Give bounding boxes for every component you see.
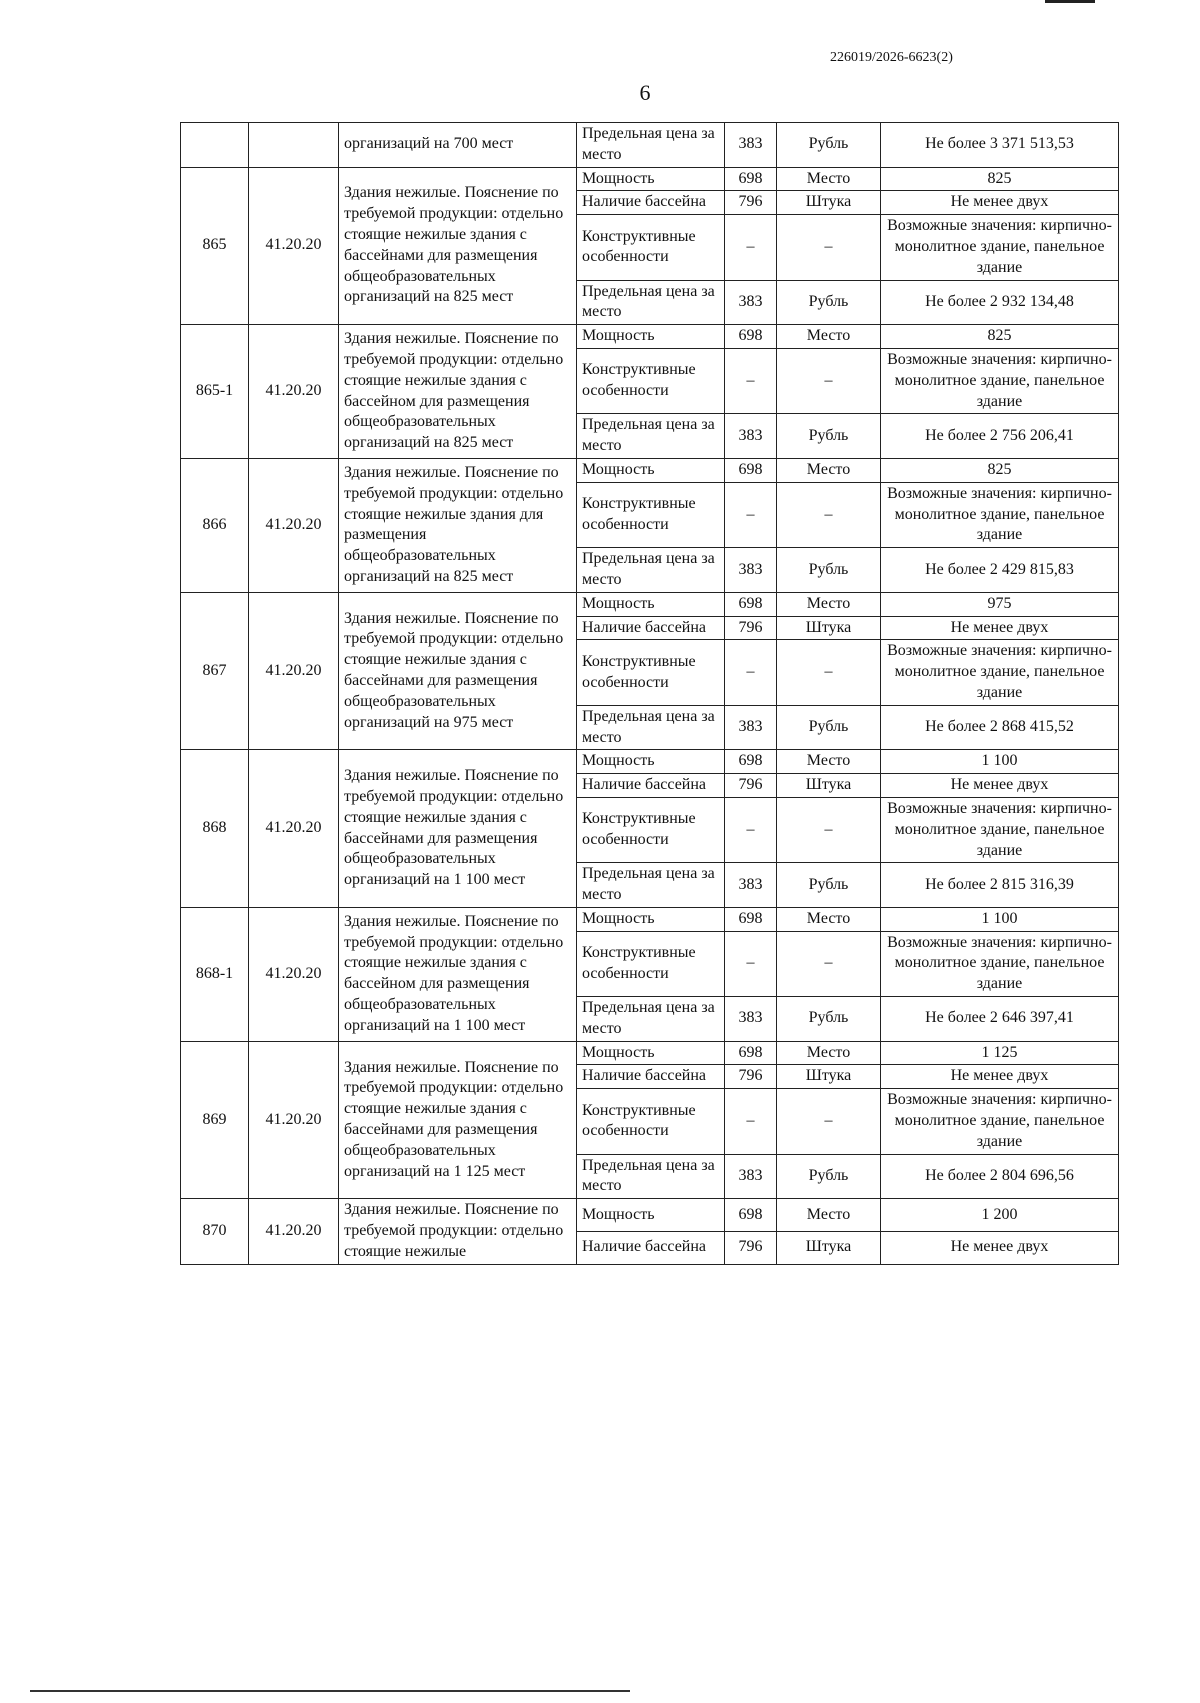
okei-code: 383 (725, 123, 777, 168)
okpd2-code: 41.20.20 (249, 750, 339, 908)
okei-code: 383 (725, 997, 777, 1042)
characteristic-value: Возможные значения: кирпично-монолитное здание, панельное здание (881, 797, 1119, 862)
item-number: 870 (181, 1199, 249, 1264)
okei-code: 698 (725, 750, 777, 774)
unit-name: Штука (777, 1231, 881, 1264)
item-number: 869 (181, 1041, 249, 1199)
table-row (181, 325, 1119, 349)
okei-code: 383 (725, 548, 777, 593)
item-number: 865 (181, 167, 249, 325)
unit-name: Рубль (777, 123, 881, 168)
unit-name: Рубль (777, 997, 881, 1042)
okei-code: 383 (725, 1154, 777, 1199)
okei-code: 383 (725, 414, 777, 459)
okei-code: 698 (725, 1199, 777, 1232)
unit-name: Место (777, 458, 881, 482)
okpd2-code: 41.20.20 (249, 1199, 339, 1264)
characteristic-value: 1 100 (881, 750, 1119, 774)
characteristic-name: Предельная цена за место (577, 1154, 725, 1199)
unit-name: Штука (777, 191, 881, 215)
okei-code: 383 (725, 280, 777, 325)
characteristic-value: Не более 2 815 316,39 (881, 863, 1119, 908)
characteristic-value: Не более 2 756 206,41 (881, 414, 1119, 459)
characteristic-value: Не более 2 804 696,56 (881, 1154, 1119, 1199)
characteristic-name: Конструктивные особенности (577, 640, 725, 705)
characteristic-name: Наличие бассейна (577, 616, 725, 640)
item-number (181, 123, 249, 168)
okei-code: 698 (725, 325, 777, 349)
okei-code: – (725, 482, 777, 547)
item-number: 868-1 (181, 907, 249, 1041)
characteristic-value: Возможные значения: кирпично-монолитное здание, панельное здание (881, 1089, 1119, 1154)
item-number: 868 (181, 750, 249, 908)
page-number: 6 (639, 80, 651, 105)
characteristic-name: Наличие бассейна (577, 1231, 725, 1264)
specification-table (180, 122, 1119, 1265)
unit-name: Рубль (777, 548, 881, 593)
characteristic-value: 825 (881, 167, 1119, 191)
bottom-edge-line (30, 1690, 630, 1692)
okpd2-code: 41.20.20 (249, 907, 339, 1041)
characteristic-value: Не менее двух (881, 1231, 1119, 1264)
unit-name: Место (777, 907, 881, 931)
unit-name: Место (777, 325, 881, 349)
characteristic-name: Предельная цена за место (577, 123, 725, 168)
characteristic-value: Не менее двух (881, 1065, 1119, 1089)
table-body (181, 123, 1119, 1265)
characteristic-value: 1 125 (881, 1041, 1119, 1065)
item-number: 866 (181, 458, 249, 592)
okei-code: – (725, 215, 777, 280)
characteristic-name: Мощность (577, 750, 725, 774)
unit-name: Рубль (777, 280, 881, 325)
characteristic-value: Не менее двух (881, 191, 1119, 215)
unit-name: Место (777, 1041, 881, 1065)
item-number: 867 (181, 592, 249, 750)
unit-name: Место (777, 592, 881, 616)
characteristic-name: Конструктивные особенности (577, 797, 725, 862)
okei-code: 383 (725, 705, 777, 750)
okpd2-code: 41.20.20 (249, 592, 339, 750)
characteristic-value: 825 (881, 458, 1119, 482)
okei-code: 698 (725, 458, 777, 482)
unit-name: – (777, 482, 881, 547)
unit-name: Место (777, 1199, 881, 1232)
characteristic-name: Предельная цена за место (577, 997, 725, 1042)
product-name: Здания нежилые. Пояснение по требуемой продукции: отдельно стоящие нежилые здания с бассейнами для размещения общеобразовательных организаций на 1 100 мест (339, 750, 577, 908)
okpd2-code: 41.20.20 (249, 167, 339, 325)
unit-name: – (777, 1089, 881, 1154)
characteristic-value: Возможные значения: кирпично-монолитное здание, панельное здание (881, 482, 1119, 547)
product-name: Здания нежилые. Пояснение по требуемой продукции: отдельно стоящие нежилые (339, 1199, 577, 1264)
okei-code: 796 (725, 774, 777, 798)
characteristic-value: 975 (881, 592, 1119, 616)
characteristic-name: Конструктивные особенности (577, 482, 725, 547)
characteristic-name: Мощность (577, 325, 725, 349)
characteristic-name: Мощность (577, 907, 725, 931)
okei-code: 698 (725, 907, 777, 931)
okpd2-code: 41.20.20 (249, 1041, 339, 1199)
unit-name: Рубль (777, 1154, 881, 1199)
document-number: 226019/2026-6623(2) (830, 50, 953, 65)
okpd2-code (249, 123, 339, 168)
characteristic-value: Не менее двух (881, 616, 1119, 640)
unit-name: – (777, 931, 881, 996)
unit-name: Штука (777, 616, 881, 640)
characteristic-value: Не более 3 371 513,53 (881, 123, 1119, 168)
table-row (181, 1041, 1119, 1065)
okei-code: 383 (725, 863, 777, 908)
characteristic-name: Наличие бассейна (577, 774, 725, 798)
okpd2-code: 41.20.20 (249, 458, 339, 592)
characteristic-name: Мощность (577, 458, 725, 482)
characteristic-name: Предельная цена за место (577, 863, 725, 908)
characteristic-value: Возможные значения: кирпично-монолитное здание, панельное здание (881, 215, 1119, 280)
product-name: Здания нежилые. Пояснение по требуемой продукции: отдельно стоящие нежилые здания для размещения общеобразовательных организаций на 825 мест (339, 458, 577, 592)
unit-name: – (777, 348, 881, 413)
unit-name: – (777, 215, 881, 280)
characteristic-name: Мощность (577, 1041, 725, 1065)
characteristic-value: Не более 2 868 415,52 (881, 705, 1119, 750)
characteristic-name: Мощность (577, 1199, 725, 1232)
okei-code: – (725, 797, 777, 862)
table-row (181, 458, 1119, 482)
item-number: 865-1 (181, 325, 249, 459)
okei-code: – (725, 931, 777, 996)
okei-code: 796 (725, 1065, 777, 1089)
okei-code: 796 (725, 616, 777, 640)
unit-name: Рубль (777, 414, 881, 459)
characteristic-value: Возможные значения: кирпично-монолитное здание, панельное здание (881, 348, 1119, 413)
characteristic-value: 1 200 (881, 1199, 1119, 1232)
table-row (181, 592, 1119, 616)
okei-code: 698 (725, 1041, 777, 1065)
characteristic-name: Конструктивные особенности (577, 1089, 725, 1154)
product-name: организаций на 700 мест (339, 123, 577, 168)
okei-code: – (725, 1089, 777, 1154)
product-name: Здания нежилые. Пояснение по требуемой продукции: отдельно стоящие нежилые здания с бассейном для размещения общеобразовательных организаций на 825 мест (339, 325, 577, 459)
characteristic-name: Наличие бассейна (577, 191, 725, 215)
characteristic-value: Возможные значения: кирпично-монолитное здание, панельное здание (881, 931, 1119, 996)
unit-name: Место (777, 750, 881, 774)
characteristic-value: Не менее двух (881, 774, 1119, 798)
top-edge-line (1045, 0, 1095, 3)
characteristic-name: Предельная цена за место (577, 548, 725, 593)
table-row (181, 1199, 1119, 1232)
table-row (181, 907, 1119, 931)
table-row (181, 167, 1119, 191)
unit-name: Рубль (777, 863, 881, 908)
table-row (181, 750, 1119, 774)
characteristic-name: Конструктивные особенности (577, 215, 725, 280)
characteristic-name: Конструктивные особенности (577, 348, 725, 413)
characteristic-name: Предельная цена за место (577, 414, 725, 459)
product-name: Здания нежилые. Пояснение по требуемой продукции: отдельно стоящие нежилые здания с бассейнами для размещения общеобразовательных организаций на 975 мест (339, 592, 577, 750)
okei-code: – (725, 640, 777, 705)
table-row (181, 123, 1119, 168)
unit-name: Штука (777, 1065, 881, 1089)
characteristic-value: Не более 2 429 815,83 (881, 548, 1119, 593)
okei-code: 796 (725, 191, 777, 215)
unit-name: Место (777, 167, 881, 191)
okpd2-code: 41.20.20 (249, 325, 339, 459)
okei-code: 698 (725, 592, 777, 616)
product-name: Здания нежилые. Пояснение по требуемой продукции: отдельно стоящие нежилые здания с бассейнами для размещения общеобразовательных организаций на 1 125 мест (339, 1041, 577, 1199)
okei-code: 796 (725, 1231, 777, 1264)
unit-name: – (777, 640, 881, 705)
unit-name: – (777, 797, 881, 862)
characteristic-name: Мощность (577, 167, 725, 191)
characteristic-name: Мощность (577, 592, 725, 616)
characteristic-value: 825 (881, 325, 1119, 349)
characteristic-name: Предельная цена за место (577, 280, 725, 325)
characteristic-value: Возможные значения: кирпично-монолитное здание, панельное здание (881, 640, 1119, 705)
okei-code: – (725, 348, 777, 413)
okei-code: 698 (725, 167, 777, 191)
characteristic-name: Наличие бассейна (577, 1065, 725, 1089)
product-name: Здания нежилые. Пояснение по требуемой продукции: отдельно стоящие нежилые здания с бассейном для размещения общеобразовательных организаций на 1 100 мест (339, 907, 577, 1041)
characteristic-name: Конструктивные особенности (577, 931, 725, 996)
characteristic-name: Предельная цена за место (577, 705, 725, 750)
characteristic-value: Не более 2 932 134,48 (881, 280, 1119, 325)
unit-name: Рубль (777, 705, 881, 750)
unit-name: Штука (777, 774, 881, 798)
characteristic-value: 1 100 (881, 907, 1119, 931)
characteristic-value: Не более 2 646 397,41 (881, 997, 1119, 1042)
product-name: Здания нежилые. Пояснение по требуемой продукции: отдельно стоящие нежилые здания с бассейнами для размещения общеобразовательных организаций на 825 мест (339, 167, 577, 325)
